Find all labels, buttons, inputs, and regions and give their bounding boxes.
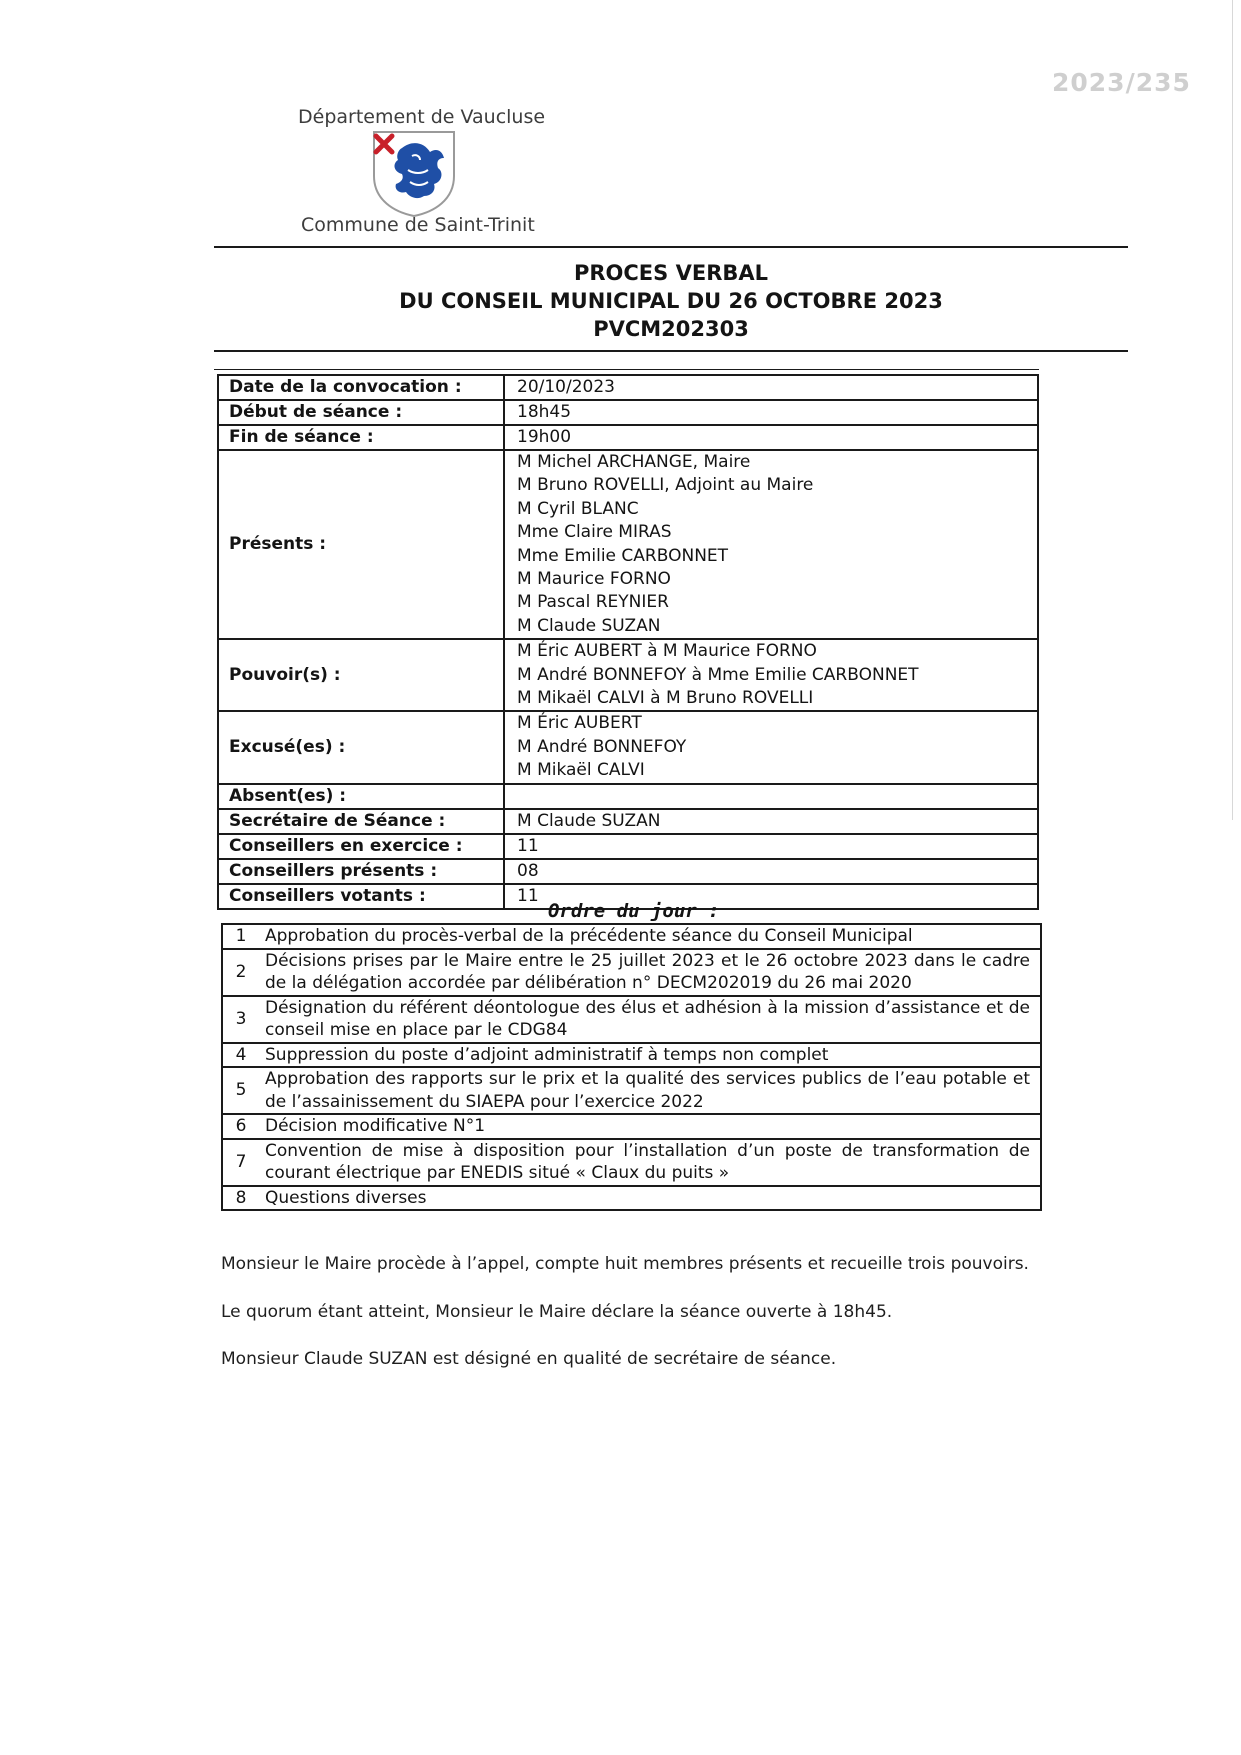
secretaire-label: Secrétaire de Séance : xyxy=(218,809,504,834)
presents-count-value: 08 xyxy=(504,859,1038,884)
agenda-item-number: 6 xyxy=(222,1114,259,1139)
agenda-item-number: 1 xyxy=(222,924,259,949)
agenda-item-number: 5 xyxy=(222,1067,259,1114)
excuse-entry: M Mikaël CALVI xyxy=(517,760,645,781)
agenda-table xyxy=(221,923,1042,1211)
commune-name: Commune de Saint-Trinit xyxy=(301,214,535,236)
debut-row xyxy=(218,400,1038,425)
excuses-row xyxy=(218,711,1038,783)
agenda-item xyxy=(222,1043,1041,1068)
agenda-item-text: Désignation du référent déontologue des élus et adhésion à la mission d’assistance et de conseil mise en place par le CDG84 xyxy=(259,996,1041,1043)
pouvoir-entry: M Mikaël CALVI à M Bruno ROVELLI xyxy=(517,688,814,709)
agenda-item-text: Suppression du poste d’adjoint administratif à temps non complet xyxy=(259,1043,1041,1068)
agenda-item xyxy=(222,949,1041,996)
votants-value: 11 xyxy=(504,884,1038,909)
absents-value xyxy=(504,784,1038,809)
divider-title xyxy=(214,350,1128,352)
present-member: M Claude SUZAN xyxy=(517,615,661,636)
body-paragraph-quorum: Le quorum étant atteint, Monsieur le Maire déclare la séance ouverte à 18h45. xyxy=(221,1302,893,1322)
fin-row xyxy=(218,425,1038,450)
agenda-item-number: 7 xyxy=(222,1139,259,1186)
debut-value: 18h45 xyxy=(504,400,1038,425)
exercice-row xyxy=(218,834,1038,859)
agenda-item-number: 2 xyxy=(222,949,259,996)
title-line-1: PROCES VERBAL xyxy=(573,261,768,285)
pouvoirs-row xyxy=(218,639,1038,711)
presents-count-label: Conseillers présents : xyxy=(218,859,504,884)
department-name: Département de Vaucluse xyxy=(298,106,546,128)
reference-stamp: 2023/235 xyxy=(1052,68,1191,97)
absents-row xyxy=(218,784,1038,809)
exercice-value: 11 xyxy=(504,834,1038,859)
present-member: Mme Claire MIRAS xyxy=(517,522,672,543)
agenda-item-text: Convention de mise à disposition pour l’installation d’un poste de transformation de courant électrique par ENEDIS situé « Claux du puits » xyxy=(259,1139,1041,1186)
presents-list xyxy=(504,450,1038,639)
votants-label: Conseillers votants : xyxy=(218,884,504,909)
present-member: M Maurice FORNO xyxy=(517,569,671,590)
excuses-list xyxy=(504,711,1038,783)
convocation-label: Date de la convocation : xyxy=(218,375,504,400)
excuse-entry: M André BONNEFOY xyxy=(517,736,687,757)
agenda-item-text: Décision modificative N°1 xyxy=(259,1114,1041,1139)
agenda-item xyxy=(222,1067,1041,1114)
body-paragraph-secretaire: Monsieur Claude SUZAN est désigné en qualité de secrétaire de séance. xyxy=(221,1349,837,1369)
secretaire-row xyxy=(218,809,1038,834)
agenda-item xyxy=(222,996,1041,1043)
secretaire-value: M Claude SUZAN xyxy=(504,809,1038,834)
debut-label: Début de séance : xyxy=(218,400,504,425)
agenda-item xyxy=(222,1114,1041,1139)
pouvoir-entry: M Éric AUBERT à M Maurice FORNO xyxy=(517,641,817,662)
divider-info xyxy=(214,369,1039,370)
commune-coat-of-arms-icon xyxy=(372,130,456,218)
agenda-item xyxy=(222,1139,1041,1186)
page-edge-line xyxy=(1232,0,1233,820)
presents-label: Présents : xyxy=(218,450,504,639)
agenda-item-text: Approbation du procès-verbal de la précédente séance du Conseil Municipal xyxy=(259,924,1041,949)
present-member: M Michel ARCHANGE, Maire xyxy=(517,452,751,472)
excuses-label: Excusé(es) : xyxy=(218,711,504,783)
present-member: M Bruno ROVELLI, Adjoint au Maire xyxy=(517,475,814,496)
agenda-item xyxy=(222,924,1041,949)
present-member: M Pascal REYNIER xyxy=(517,592,669,613)
title-line-3: PVCM202303 xyxy=(593,317,749,341)
title-line-2: DU CONSEIL MUNICIPAL DU 26 OCTOBRE 2023 xyxy=(399,289,943,313)
divider-top xyxy=(214,246,1128,248)
session-info-table xyxy=(217,374,1039,910)
agenda-item-text: Décisions prises par le Maire entre le 25 juillet 2023 et le 26 octobre 2023 dans le cadre de la délégation accordée par délibération n° DECM202019 du 26 mai 2020 xyxy=(259,949,1041,996)
present-member: Mme Emilie CARBONNET xyxy=(517,545,729,566)
absents-label: Absent(es) : xyxy=(218,784,504,809)
presents-row xyxy=(218,450,1038,639)
agenda-item xyxy=(222,1186,1041,1211)
agenda-item-number: 8 xyxy=(222,1186,259,1211)
pouvoirs-list xyxy=(504,639,1038,711)
fin-value: 19h00 xyxy=(504,425,1038,450)
agenda-item-number: 4 xyxy=(222,1043,259,1068)
fin-label: Fin de séance : xyxy=(218,425,504,450)
exercice-label: Conseillers en exercice : xyxy=(218,834,504,859)
agenda-item-text: Approbation des rapports sur le prix et la qualité des services publics de l’eau potable et de l’assainissement du SIAEPA pour l’exercice 2022 xyxy=(259,1067,1041,1114)
agenda-item-number: 3 xyxy=(222,996,259,1043)
convocation-row xyxy=(218,375,1038,400)
pouvoirs-label: Pouvoir(s) : xyxy=(218,639,504,711)
body-paragraph-appel: Monsieur le Maire procède à l’appel, compte huit membres présents et recueille trois pouvoirs. xyxy=(221,1254,1029,1274)
pouvoir-entry: M André BONNEFOY à Mme Emilie CARBONNET xyxy=(517,664,919,685)
presents-count-row xyxy=(218,859,1038,884)
excuse-entry: M Éric AUBERT xyxy=(517,713,642,734)
present-member: M Cyril BLANC xyxy=(517,498,639,519)
convocation-value: 20/10/2023 xyxy=(504,375,1038,400)
agenda-title: Ordre du jour : xyxy=(548,900,720,922)
agenda-item-text: Questions diverses xyxy=(259,1186,1041,1211)
